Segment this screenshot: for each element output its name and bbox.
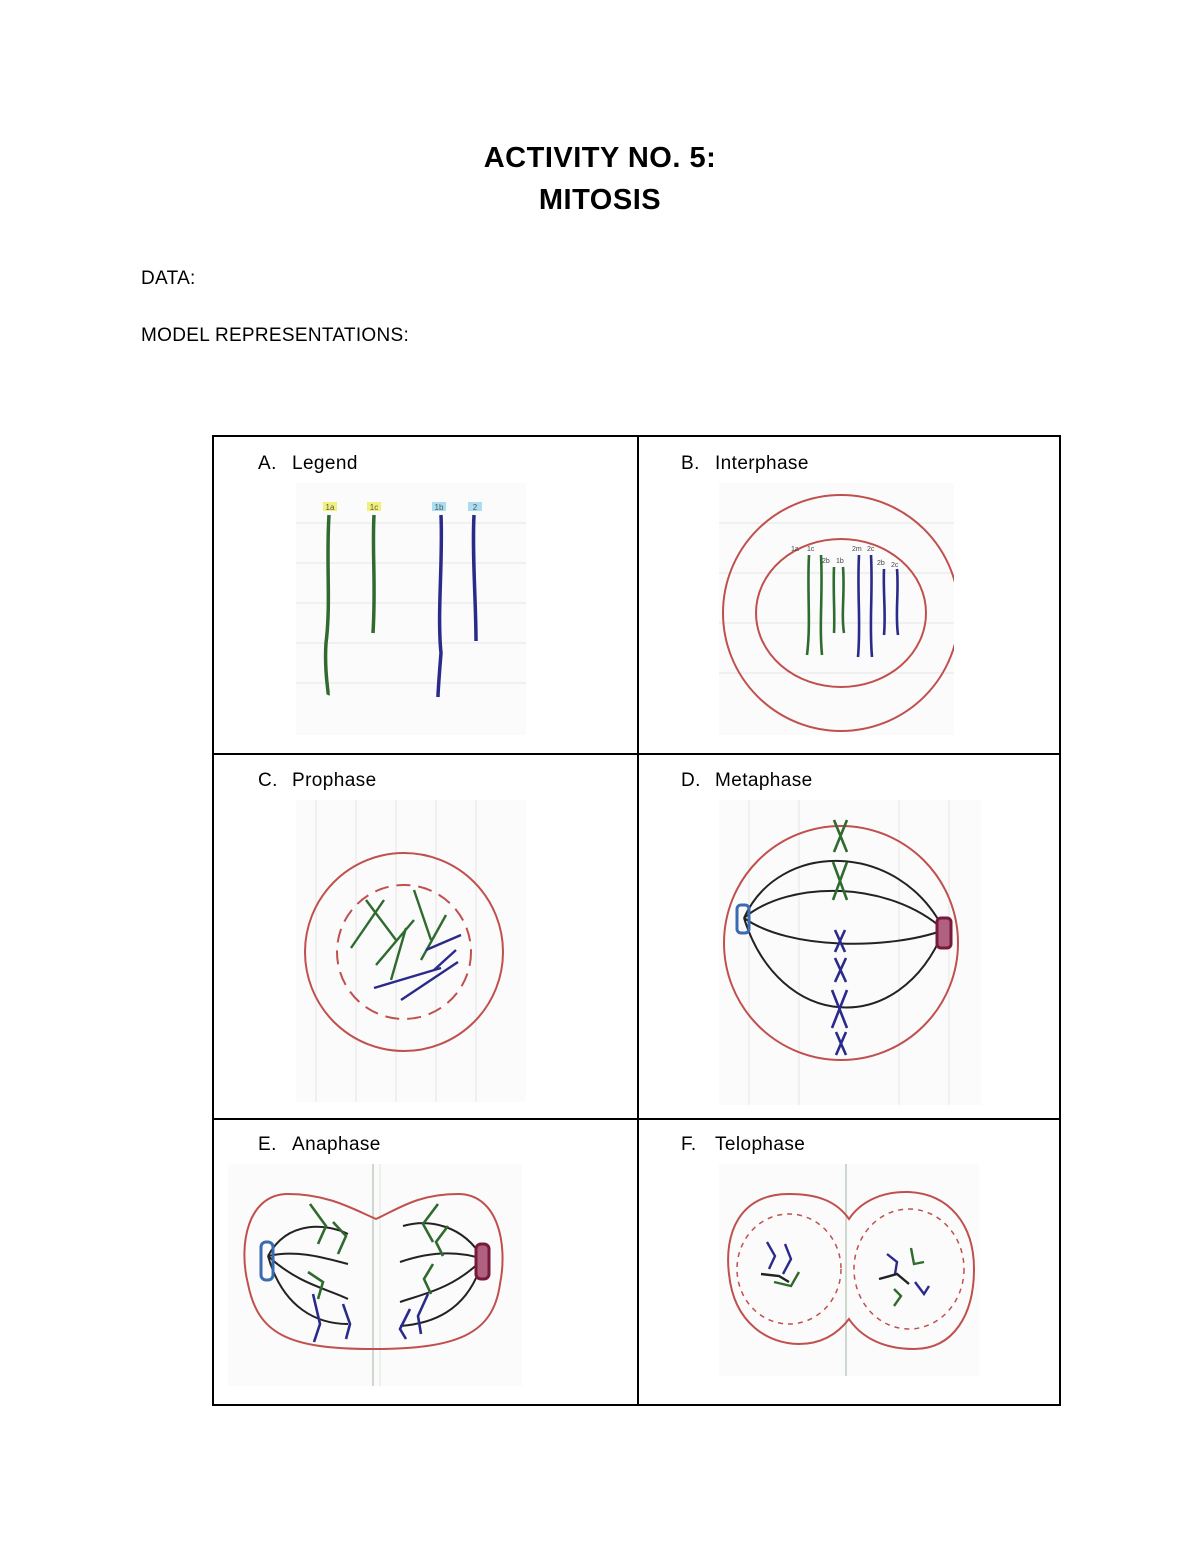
cell-label-interphase: [681, 453, 809, 475]
centriole-right: [937, 918, 951, 948]
chromosome-tag: 1b: [836, 558, 844, 565]
chromosome-1c: [373, 515, 374, 633]
centriole-right: [476, 1244, 489, 1279]
chromosome-tag: 2m: [852, 546, 862, 553]
chromosome-tag: 1c: [807, 546, 815, 553]
mitosis-model-table: [212, 435, 1061, 1406]
table-divider-vertical: [637, 437, 639, 1404]
chromosome-tag: 2c: [867, 546, 875, 553]
cell-letter: C.: [258, 770, 278, 791]
chromosome-1a: [326, 515, 329, 695]
cell-letter: B.: [681, 453, 700, 474]
legend-tag: 1a: [325, 503, 335, 512]
cell-letter: E.: [258, 1134, 277, 1155]
cell-membrane: [723, 495, 954, 731]
cell-label-metaphase: [681, 770, 813, 792]
data-label: DATA:: [141, 268, 196, 289]
chromosome-tag: 1a: [791, 546, 799, 553]
chromosome-1b: [438, 515, 441, 697]
cell-letter: F.: [681, 1134, 697, 1155]
chromosome-2: [473, 515, 476, 641]
anaphase-drawing: [228, 1164, 522, 1386]
model-representations-label: MODEL REPRESENTATIONS:: [141, 325, 410, 346]
cell-membrane: [305, 853, 503, 1051]
cell-name: Telophase: [715, 1134, 806, 1155]
legend-drawing: [296, 483, 526, 735]
interphase-drawing: [719, 483, 954, 735]
spindle-fibers: [268, 1223, 483, 1326]
legend-tag: 1c: [369, 503, 379, 512]
cell-letter: A.: [258, 453, 277, 474]
table-divider-horizontal: [214, 753, 1059, 755]
telophase-drawing: [719, 1164, 979, 1376]
cell-label-telophase: [681, 1134, 805, 1156]
cell-label-legend: [258, 453, 358, 475]
page-title-line2: MITOSIS: [538, 184, 662, 216]
legend-tag: 2: [472, 503, 478, 512]
nuclear-membrane-left: [737, 1214, 841, 1324]
cell-name: Legend: [292, 453, 358, 474]
page-title-line1: ACTIVITY NO. 5:: [483, 142, 717, 174]
table-divider-horizontal: [214, 1118, 1059, 1120]
nuclear-membrane-right: [854, 1209, 964, 1329]
metaphase-drawing: [719, 800, 981, 1105]
cell-name: Metaphase: [715, 770, 813, 791]
cell-letter: D.: [681, 770, 701, 791]
centriole-left: [261, 1242, 273, 1280]
prophase-drawing: [296, 800, 526, 1102]
cell-name: Interphase: [715, 453, 809, 474]
legend-tag: 1b: [434, 503, 444, 512]
cell-name: Anaphase: [292, 1134, 381, 1155]
chromosome-tag: 2b: [822, 558, 830, 565]
chromosome-tag: 2b: [877, 560, 885, 567]
cell-label-anaphase: [258, 1134, 381, 1156]
chromosome-tag: 2c: [891, 562, 899, 569]
cell-membrane-dividing: [728, 1192, 974, 1349]
cell-label-prophase: [258, 770, 377, 792]
cell-name: Prophase: [292, 770, 377, 791]
